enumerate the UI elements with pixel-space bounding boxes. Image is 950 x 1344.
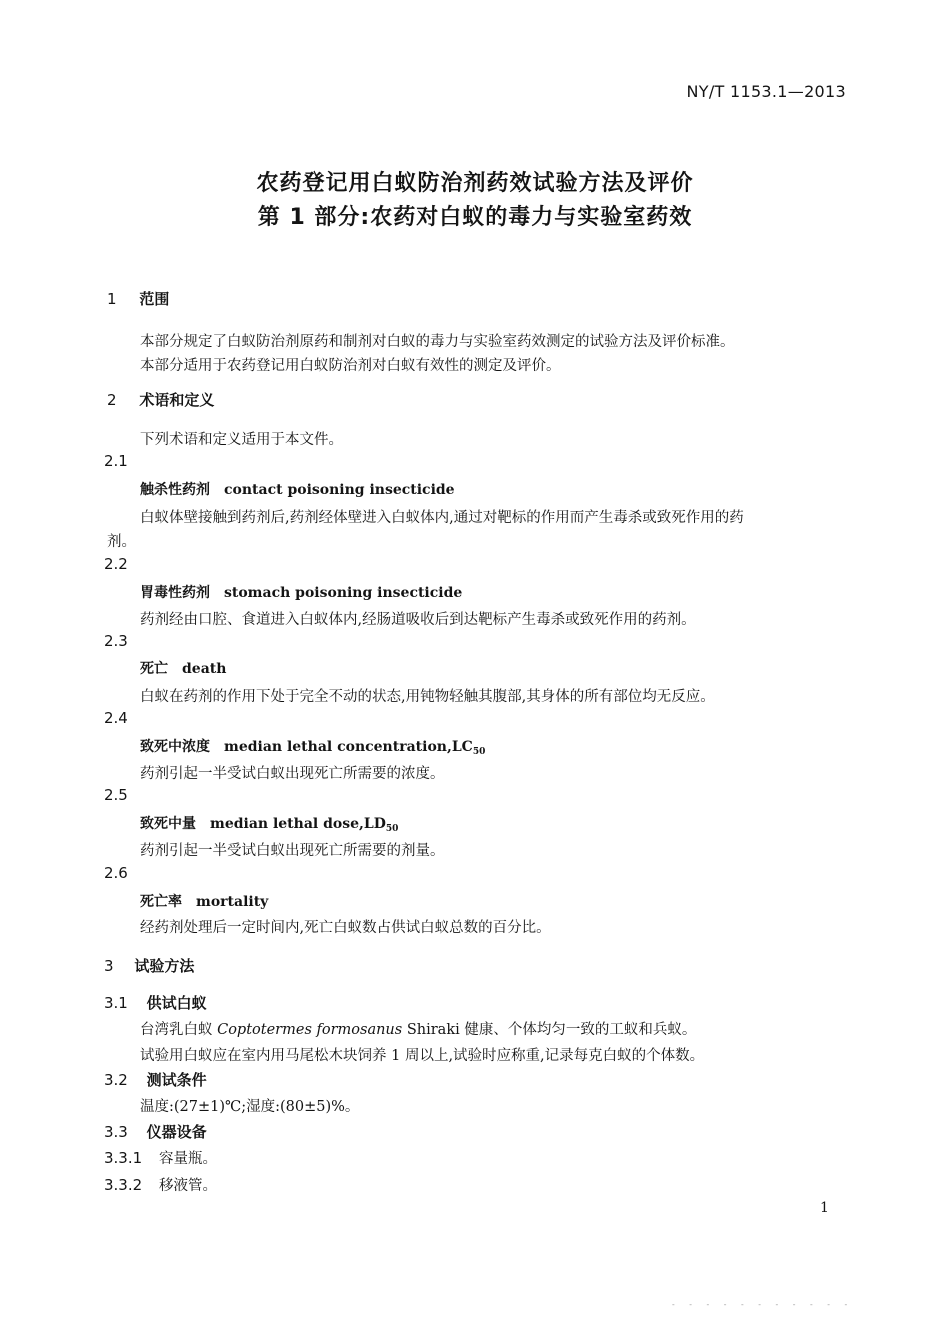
title-line-1: 农药登记用白蚁防治剂药效试验方法及评价 bbox=[256, 171, 694, 196]
term-2-3-number: 2.3 bbox=[104, 632, 128, 650]
text-run: 台湾乳白蚁 bbox=[140, 1022, 218, 1038]
subsection-title: 供试白蚁 bbox=[146, 994, 207, 1012]
term-chinese: 致死中浓度 bbox=[140, 739, 210, 755]
section-3-heading bbox=[104, 955, 194, 976]
section-2-intro: 下列术语和定义适用于本文件。 bbox=[140, 432, 343, 448]
section-number: 2 bbox=[107, 391, 117, 409]
title-line-2: 第 1 部分:农药对白蚁的毒力与实验室药效 bbox=[257, 205, 693, 230]
item-number: 3.3.1 bbox=[104, 1149, 143, 1167]
term-2-4-heading bbox=[140, 736, 485, 757]
term-english: median lethal dose,LD bbox=[210, 816, 386, 832]
subsection-title: 仪器设备 bbox=[146, 1123, 207, 1141]
term-chinese: 胃毒性药剂 bbox=[140, 585, 210, 601]
term-2-2-definition: 药剂经由口腔、食道进入白蚁体内,经肠道吸收后到达靶标产生毒杀或致死作用的药剂。 bbox=[140, 612, 696, 628]
subsection-3-1-heading bbox=[104, 992, 207, 1013]
term-2-6-definition: 经药剂处理后一定时间内,死亡白蚁数占供试白蚁总数的百分比。 bbox=[140, 920, 551, 936]
section-title: 试验方法 bbox=[134, 957, 195, 975]
subsection-3-2-paragraph: 温度:(27±1)℃;湿度:(80±5)%。 bbox=[140, 1099, 360, 1115]
term-2-5-heading bbox=[140, 813, 398, 834]
section-1-paragraph-2: 本部分适用于农药登记用白蚁防治剂对白蚁有效性的测定及评价。 bbox=[140, 358, 561, 374]
term-2-2-heading bbox=[140, 582, 462, 602]
term-2-1-definition-continued: 剂。 bbox=[107, 534, 136, 550]
term-2-3-definition: 白蚁在药剂的作用下处于完全不动的状态,用钝物轻触其腹部,其身体的所有部位均无反应。 bbox=[140, 689, 715, 705]
subsection-number: 3.1 bbox=[104, 994, 128, 1012]
item-3-3-1 bbox=[104, 1147, 217, 1168]
term-chinese: 触杀性药剂 bbox=[140, 482, 210, 498]
term-2-1-number: 2.1 bbox=[104, 452, 128, 470]
subsection-3-1-paragraph-2: 试验用白蚁应在室内用马尾松木块饲养 1 周以上,试验时应称重,记录每克白蚁的个体数。 bbox=[140, 1048, 705, 1064]
term-2-6-number: 2.6 bbox=[104, 864, 128, 882]
scientific-name-genus: Coptotermes bbox=[217, 1022, 312, 1038]
term-english: death bbox=[182, 661, 227, 677]
term-chinese: 死亡 bbox=[140, 661, 168, 677]
subsection-3-2-heading bbox=[104, 1069, 207, 1090]
term-english: median lethal concentration,LC bbox=[224, 739, 473, 755]
term-2-4-definition: 药剂引起一半受试白蚁出现死亡所需要的浓度。 bbox=[140, 766, 445, 782]
scan-artifact-marks: - - - - - - - - - - - bbox=[672, 1300, 854, 1309]
term-2-6-heading bbox=[140, 891, 268, 911]
text-run: Shiraki 健康、个体均匀一致的工蚁和兵蚁。 bbox=[402, 1022, 697, 1038]
subsection-number: 3.3 bbox=[104, 1123, 128, 1141]
term-subscript: 50 bbox=[385, 824, 399, 834]
term-english: mortality bbox=[196, 894, 269, 910]
section-number: 3 bbox=[104, 957, 114, 975]
standard-code: NY/T 1153.1—2013 bbox=[686, 82, 846, 101]
term-chinese: 死亡率 bbox=[140, 894, 182, 910]
term-2-2-number: 2.2 bbox=[104, 555, 128, 573]
item-text: 容量瓶。 bbox=[158, 1151, 217, 1167]
item-number: 3.3.2 bbox=[104, 1176, 143, 1194]
item-text: 移液管。 bbox=[158, 1178, 217, 1194]
subsection-3-3-heading bbox=[104, 1121, 207, 1142]
term-english: stomach poisoning insecticide bbox=[224, 585, 463, 601]
term-chinese: 致死中量 bbox=[140, 816, 196, 832]
term-2-3-heading bbox=[140, 658, 226, 678]
term-2-1-heading bbox=[140, 479, 455, 499]
subsection-number: 3.2 bbox=[104, 1071, 128, 1089]
term-2-5-definition: 药剂引起一半受试白蚁出现死亡所需要的剂量。 bbox=[140, 843, 445, 859]
scientific-name-species: formosanus bbox=[316, 1022, 403, 1038]
term-2-4-number: 2.4 bbox=[104, 709, 128, 727]
subsection-title: 测试条件 bbox=[146, 1071, 207, 1089]
term-2-5-number: 2.5 bbox=[104, 786, 128, 804]
term-2-1-definition: 白蚁体壁接触到药剂后,药剂经体壁进入白蚁体内,通过对靶标的作用而产生毒杀或致死作用的药 bbox=[140, 510, 744, 526]
subsection-3-1-paragraph-1 bbox=[140, 1018, 696, 1039]
section-1-heading bbox=[107, 288, 169, 309]
section-2-heading bbox=[107, 389, 214, 410]
section-number: 1 bbox=[107, 290, 117, 308]
page-number: 1 bbox=[820, 1200, 829, 1216]
term-subscript: 50 bbox=[472, 747, 486, 757]
term-english: contact poisoning insecticide bbox=[224, 482, 455, 498]
section-1-paragraph-1: 本部分规定了白蚁防治剂原药和制剂对白蚁的毒力与实验室药效测定的试验方法及评价标准。 bbox=[140, 334, 735, 350]
item-3-3-2 bbox=[104, 1174, 217, 1195]
section-title: 术语和定义 bbox=[139, 391, 215, 409]
section-title: 范围 bbox=[139, 290, 170, 308]
